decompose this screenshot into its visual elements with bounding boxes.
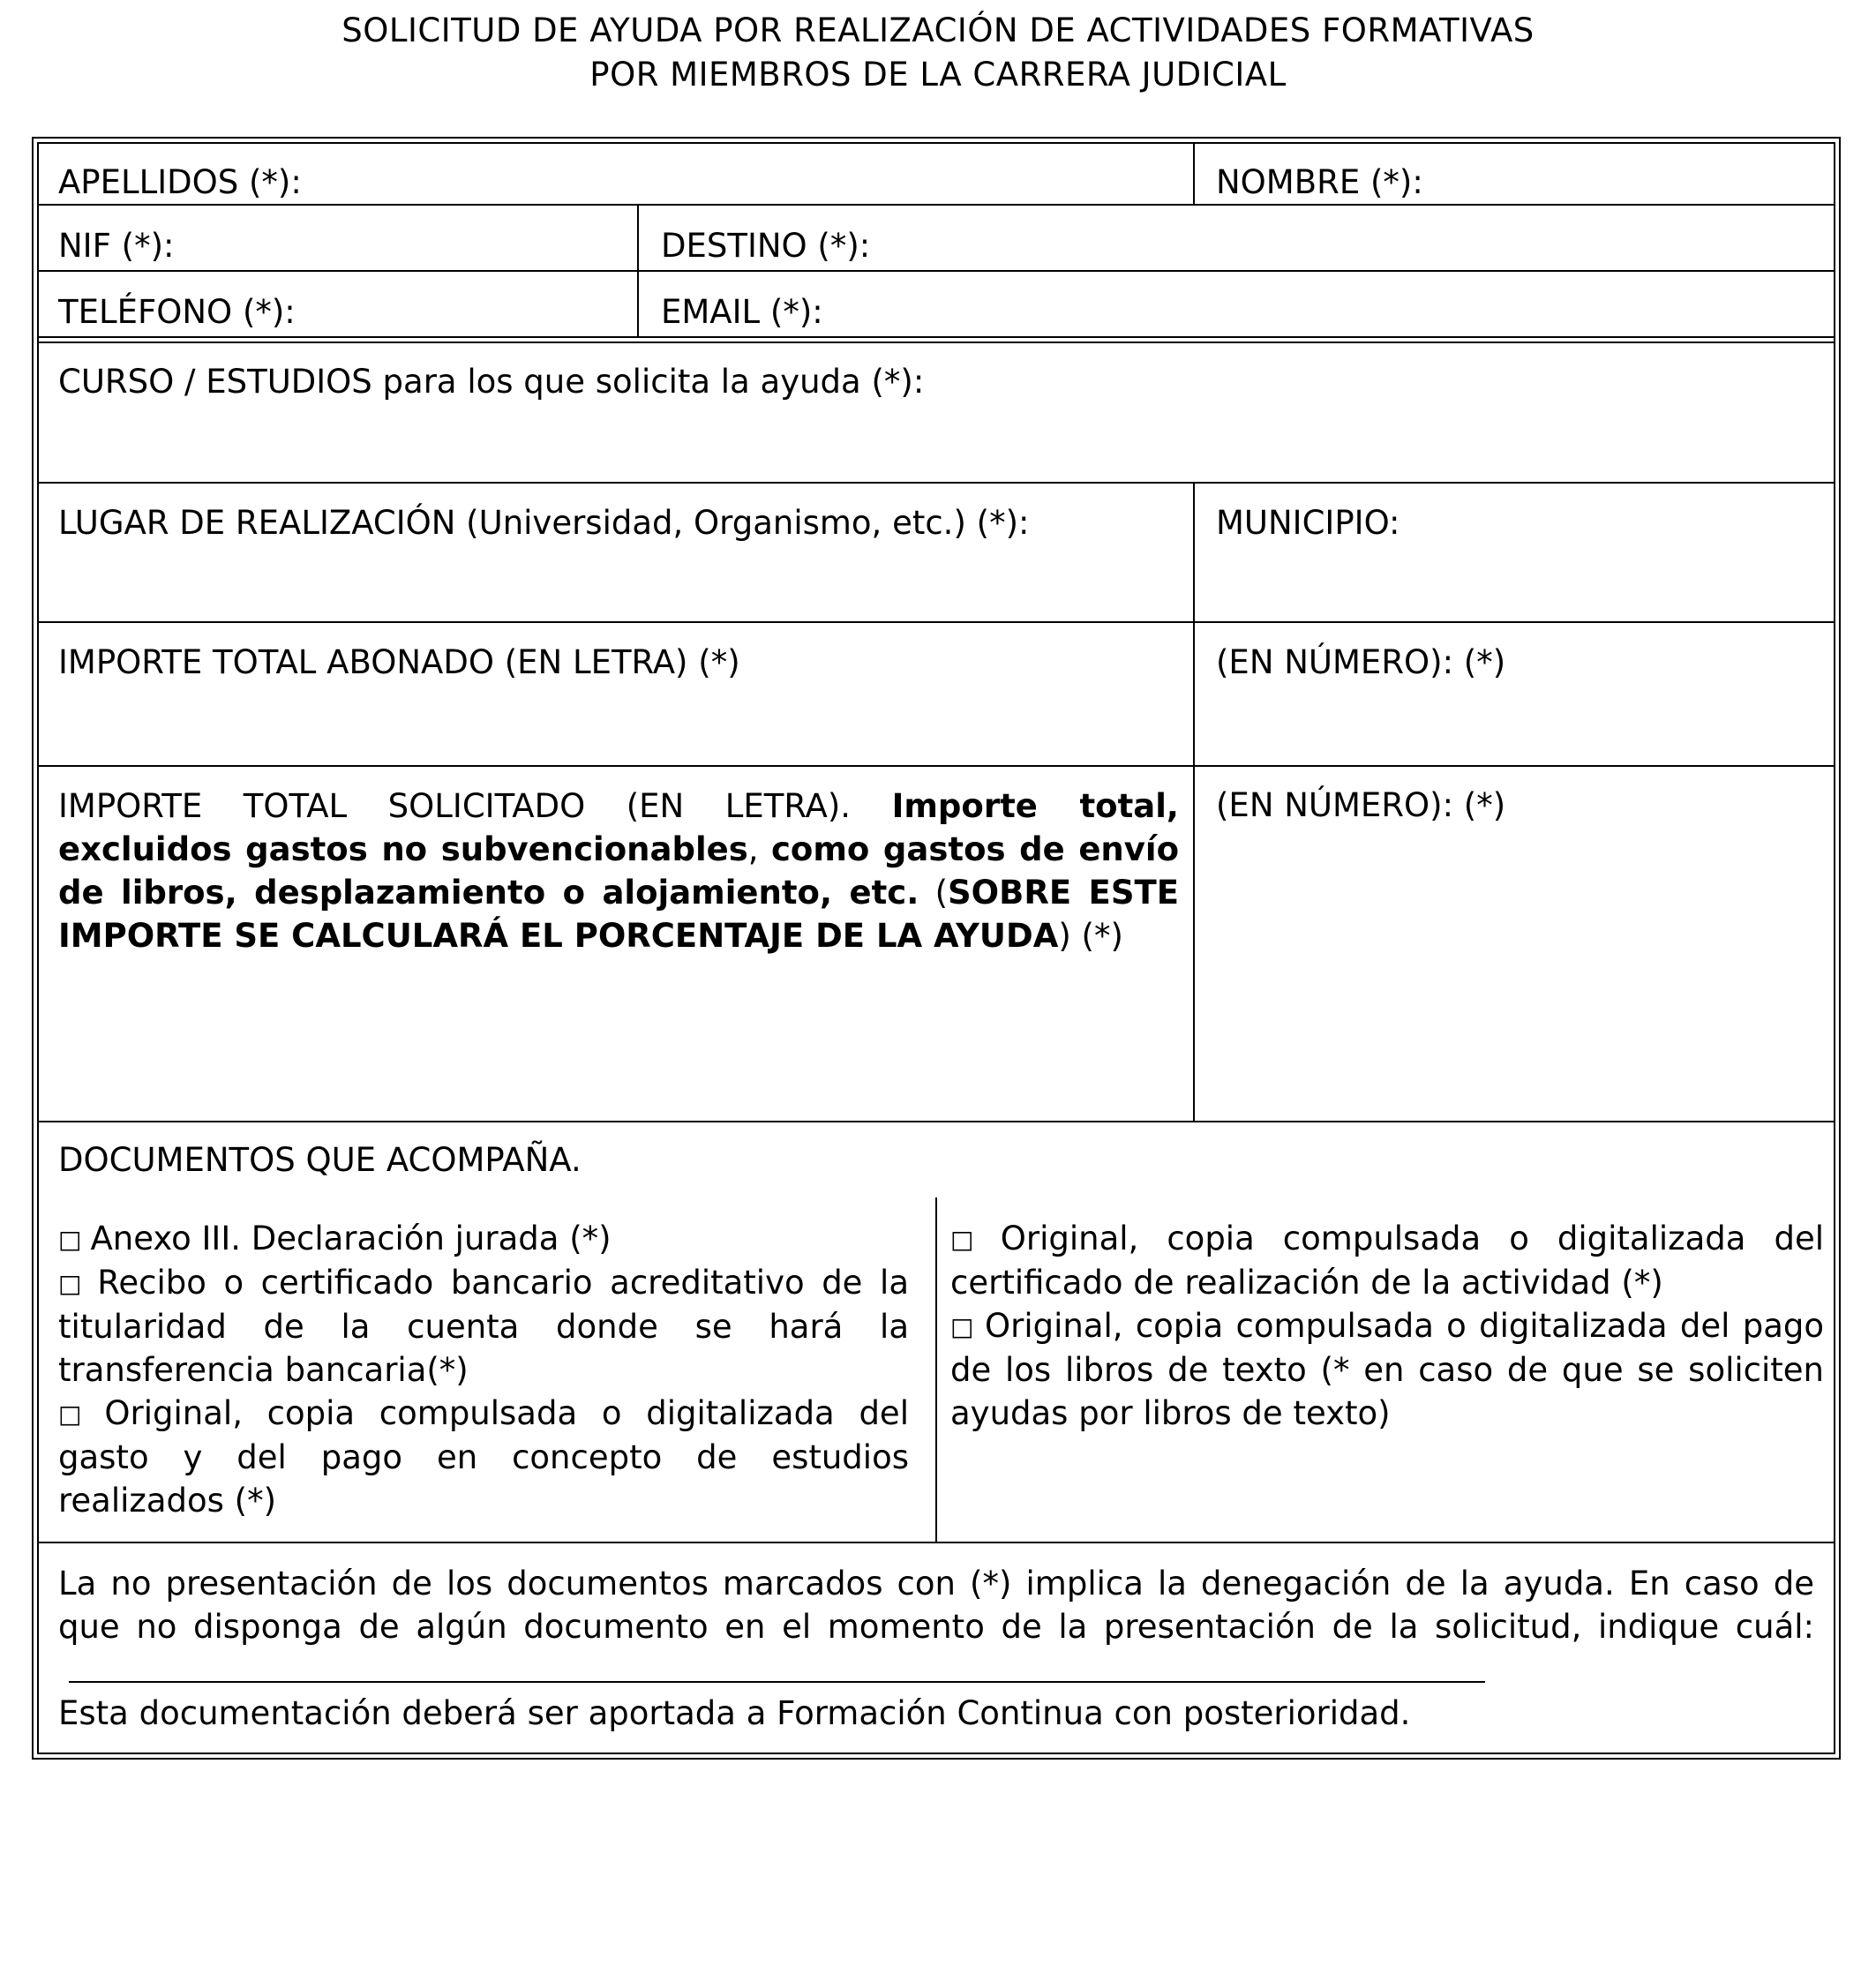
doc-recibo-bancario-label: Recibo o certificado bancario acreditativo de la titularidad de la cuenta donde se hará la transferencia bancaria(*) <box>58 1264 909 1389</box>
checkbox-icon[interactable]: □ <box>58 1269 89 1298</box>
apellidos-label: APELLIDOS (*): <box>58 163 302 201</box>
documentos-right-column <box>950 1217 1824 1435</box>
doc-certificado-actividad-label: Original, copia compulsada o digitalizada del certificado de realización de la actividad (*) <box>950 1220 1824 1302</box>
cual-input-line[interactable] <box>69 1651 1485 1683</box>
nombre-label: NOMBRE (*): <box>1216 163 1423 201</box>
doc-gasto-pago[interactable] <box>58 1392 909 1522</box>
nota-text2: Esta documentación deberá ser aportada a Formación Continua con posterioridad. <box>58 1694 1411 1732</box>
importe-solicitado-part5: ( <box>919 874 949 912</box>
importe-solicitado-part3: , <box>747 830 771 868</box>
doc-anexo-iii[interactable] <box>58 1217 909 1261</box>
doc-libros-texto-label: Original, copia compulsada o digitalizada del pago de los libros de texto (* en caso de que se soliciten ayudas por libros de texto) <box>950 1307 1824 1432</box>
divider-documentos-columns <box>935 1197 937 1543</box>
nota-text <box>58 1562 1814 1692</box>
importe-solicitado-part6: SOBRE ESTE IMPORTE SE CALCULARÁ EL PORCENTAJE DE LA AYUDA <box>58 874 1179 955</box>
form-title-line2: POR MIEMBROS DE LA CARRERA JUDICIAL <box>589 56 1287 94</box>
doc-gasto-pago-label: Original, copia compulsada o digitalizada del gasto y del pago en concepto de estudios realizados (*) <box>58 1394 909 1520</box>
documentos-heading: DOCUMENTOS QUE ACOMPAÑA. <box>58 1141 582 1179</box>
importe-solicitado-part1: IMPORTE TOTAL SOLICITADO (EN LETRA). <box>58 787 892 825</box>
doc-certificado-actividad[interactable] <box>950 1217 1824 1304</box>
rule-after-importe-abonado <box>37 765 1835 767</box>
email-label: EMAIL (*): <box>661 293 823 331</box>
importe-solicitado-text <box>58 784 1179 957</box>
rule-after-telefono-double <box>37 342 1835 343</box>
doc-libros-texto[interactable] <box>950 1304 1824 1435</box>
importe-abonado-numero-label: (EN NÚMERO): (*) <box>1216 643 1506 681</box>
rule-after-nif <box>37 270 1835 272</box>
rule-after-telefono <box>37 336 1835 338</box>
checkbox-icon[interactable]: □ <box>58 1225 82 1254</box>
importe-solicitado-part2: Importe total, excluidos gastos no subvencionables <box>58 787 1179 868</box>
divider-nif-destino <box>637 204 639 338</box>
destino-label: DESTINO (*): <box>661 227 871 265</box>
curso-label: CURSO / ESTUDIOS para los que solicita la ayuda (*): <box>58 363 925 401</box>
rule-after-curso <box>37 482 1835 484</box>
doc-anexo-iii-label: Anexo III. Declaración jurada (*) <box>90 1220 612 1257</box>
checkbox-icon[interactable]: □ <box>950 1225 992 1254</box>
documentos-left-column <box>58 1217 909 1522</box>
nif-label: NIF (*): <box>58 227 175 265</box>
municipio-label: MUNICIPIO: <box>1216 504 1400 542</box>
rule-after-importe-solicitado <box>37 1121 1835 1122</box>
divider-lugar-municipio <box>1193 482 1195 1122</box>
divider-apellidos-nombre <box>1193 142 1195 206</box>
importe-abonado-label: IMPORTE TOTAL ABONADO (EN LETRA) (*) <box>58 643 740 681</box>
importe-solicitado-part4: como gastos de envío de libros, desplazamiento o alojamiento, etc. <box>58 830 1179 912</box>
importe-solicitado-part7: ) (*) <box>1058 917 1123 955</box>
checkbox-icon[interactable]: □ <box>58 1400 96 1429</box>
telefono-label: TELÉFONO (*): <box>58 293 296 331</box>
form-title-line1: SOLICITUD DE AYUDA POR REALIZACIÓN DE ACTIVIDADES FORMATIVAS <box>341 11 1535 49</box>
importe-solicitado-numero-label: (EN NÚMERO): (*) <box>1216 786 1506 824</box>
lugar-label: LUGAR DE REALIZACIÓN (Universidad, Organismo, etc.) (*): <box>58 504 1030 542</box>
rule-after-apellidos <box>37 204 1835 206</box>
doc-recibo-bancario[interactable] <box>58 1261 909 1392</box>
checkbox-icon[interactable]: □ <box>950 1312 976 1341</box>
nota-text1: La no presentación de los documentos marcados con (*) implica la denegación de la ayuda. En caso de que no disponga de algún documento en el momento de la presentación de la solicitud, indique cuál: <box>58 1565 1814 1646</box>
rule-after-lugar <box>37 621 1835 623</box>
